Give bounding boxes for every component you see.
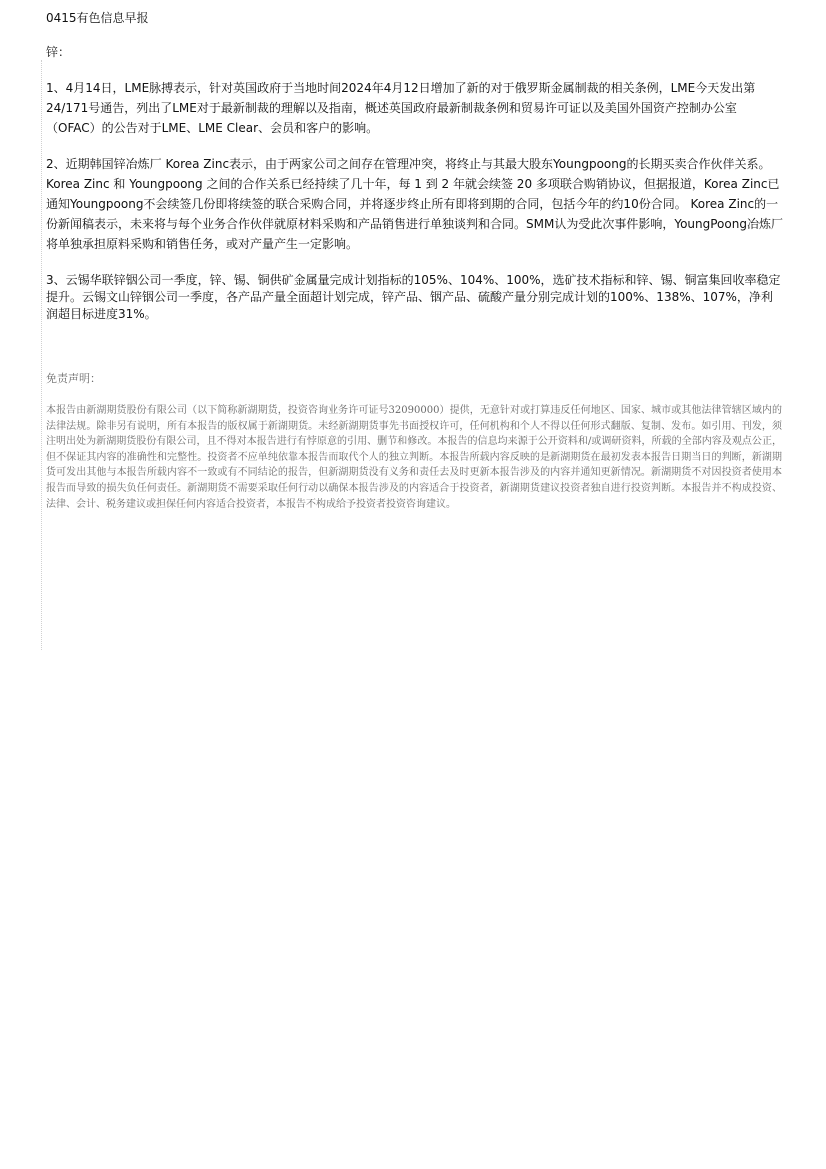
section-heading-zinc: 锌：	[46, 45, 71, 59]
news-paragraph-2: 2、近期韩国锌冶炼厂 Korea Zinc表示，由于两家公司之间存在管理冲突，将终止与其最大股东Youngpoong的长期买卖合作伙伴关系。Korea Zinc 和 Youngpoong 之间的合作关系已经持续了几十年，每 1 到 2 年就会续签 20 多项联合购销协议，但据报道，Korea Zinc已通知Youngpoong不会续签几份即将续签的联合采购合同，并将逐步终止所有即将到期的合同，包括今年的约10份合同。 Korea Zinc的一份新闻稿表示，未来将与每个业务合作伙伴就原材料采购和产品销售进行单独谈判和合同。SMM认为受此次事件影响，YoungPoong冶炼厂将单独承担原料采购和销售任务，或对产量产生一定影响。	[46, 157, 783, 251]
disclaimer-body: 本报告由新湖期货股份有限公司（以下简称新湖期货，投资咨询业务许可证号32090000）提供，无意针对或打算违反任何地区、国家、城市或其他法律管辖区域内的法律法规。除非另有说明，所有本报告的版权属于新湖期货。未经新湖期货事先书面授权许可，任何机构和个人不得以任何形式翻版、复制、发布。如引用、刊发，须注明出处为新湖期货股份有限公司，且不得对本报告进行有悖原意的引用、删节和修改。本报告的信息均来源于公开资料和/或调研资料，所载的全部内容及观点公正，但不保证其内容的准确性和完整性。投资者不应单纯依靠本报告而取代个人的独立判断。本报告所载内容反映的是新湖期货在最初发表本报告日期当日的判断，新湖期货可发出其他与本报告所载内容不一致或有不同结论的报告，但新湖期货没有义务和责任去及时更新本报告涉及的内容并通知更新情况。新湖期货不对因投资者使用本报告而导致的损失负任何责任。新湖期货不需要采取任何行动以确保本报告涉及的内容适合于投资者，新湖期货建议投资者独自进行投资判断。本报告并不构成投资、法律、会计、税务建议或担保任何内容适合投资者，本报告不构成给予投资者投资咨询建议。	[46, 405, 782, 510]
disclaimer-title: 免责声明：	[46, 372, 101, 385]
news-paragraph-3: 3、云锡华联锌铟公司一季度，锌、锡、铜供矿金属量完成计划指标的105%、104%、100%，选矿技术指标和锌、锡、铜富集回收率稳定提升。云锡文山锌铟公司一季度，各产品产量全面超计划完成，锌产品、铟产品、硫酸产量分别完成计划的100%、138%、107%，净利润超目标进度31%。	[46, 273, 781, 321]
document-title: 0415有色信息早报	[46, 11, 149, 25]
news-paragraph-1: 1、4月14日，LME脉搏表示，针对英国政府于当地时间2024年4月12日增加了新的对于俄罗斯金属制裁的相关条例，LME今天发出第24/171号通告，列出了LME对于最新制裁的理解以及指南，概述英国政府最新制裁条例和贸易许可证以及美国外国资产控制办公室（OFAC）的公告对于LME、LME Clear、会员和客户的影响。	[46, 81, 756, 135]
page-margin-guide	[41, 60, 42, 650]
